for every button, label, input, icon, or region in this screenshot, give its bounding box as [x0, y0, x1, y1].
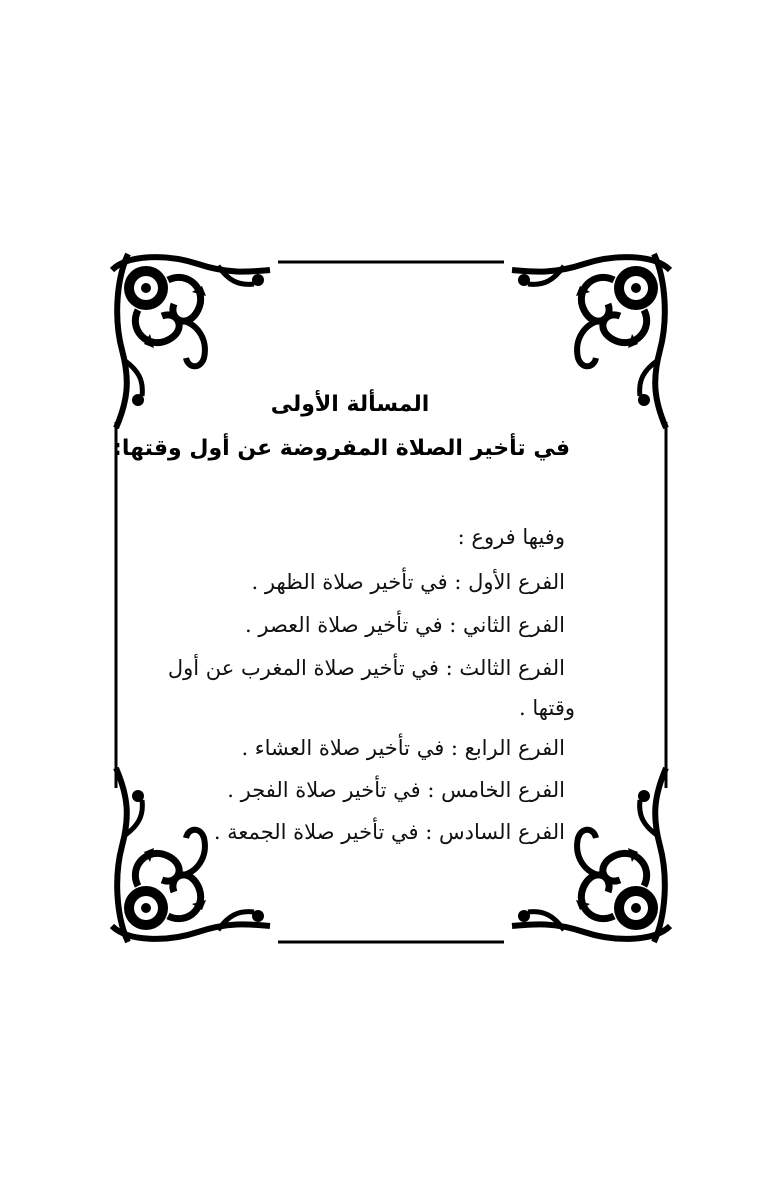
branch-line: الفرع الخامس : في تأخير صلاة الفجر . — [227, 778, 565, 802]
section-title: المسألة الأولى — [270, 392, 430, 417]
branch-line: الفرع الأول : في تأخير صلاة الظهر . — [251, 570, 565, 594]
branch-line: الفرع الثالث : في تأخير صلاة المغرب عن أول — [167, 656, 565, 680]
frame-border — [108, 240, 674, 956]
branch-line-continuation: وقتها . — [519, 696, 575, 720]
branch-line: الفرع الرابع : في تأخير صلاة العشاء . — [241, 736, 565, 760]
decorative-page-frame — [108, 240, 674, 956]
section-subtitle: في تأخير الصلاة المفروضة عن أول وقتها: — [113, 436, 570, 461]
branch-line: الفرع السادس : في تأخير صلاة الجمعة . — [213, 820, 565, 844]
branch-line: الفرع الثاني : في تأخير صلاة العصر . — [245, 613, 565, 637]
intro-line: وفيها فروع : — [457, 525, 565, 549]
